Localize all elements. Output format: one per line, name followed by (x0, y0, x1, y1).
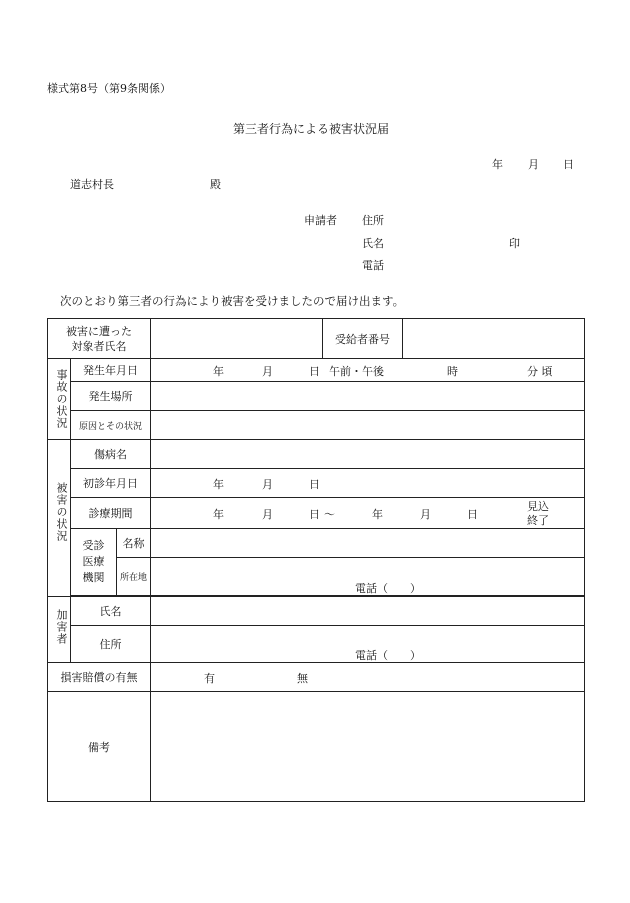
beneficiary-number-field[interactable] (403, 319, 585, 359)
occ-day: 日 (309, 365, 321, 378)
treatment-period-label: 診療期間 (71, 498, 151, 529)
occurrence-place-field[interactable] (151, 382, 585, 411)
applicant-address-label: 住所 (362, 214, 384, 227)
applicant-label: 申請者 (304, 214, 337, 227)
first-visit-label: 初診年月日 (71, 469, 151, 498)
date-year-label: 年 (492, 158, 503, 171)
form-title: 第三者行為による被害状況届 (233, 122, 390, 136)
addressee: 道志村長 (70, 178, 114, 191)
tp-ended: 終了 (527, 514, 550, 527)
compensation-label: 損害賠償の有無 (48, 663, 151, 692)
tp-end-day: 日 (467, 508, 479, 521)
tp-tilde: 〜 (324, 508, 336, 521)
damage-report-table (47, 318, 585, 802)
tp-end-month: 月 (420, 508, 432, 521)
cause-label: 原因とその状況 (71, 411, 151, 440)
clinic-location-label: 所在地 (117, 558, 151, 596)
perpetrator-section-cell (48, 597, 71, 663)
accident-section-cell (48, 359, 71, 440)
occ-month: 月 (262, 365, 274, 378)
occ-hour: 時 (447, 365, 459, 378)
clinic-name-field[interactable] (151, 529, 585, 558)
remarks-label: 備考 (48, 692, 151, 802)
perp-phone: 電話（ ） (355, 649, 422, 662)
clinic-phone: 電話（ ） (355, 582, 422, 595)
tp-start-day: 日 (309, 508, 321, 521)
damage-section-label: 被害の状況 (55, 482, 68, 542)
occ-minute: 分 頃 (527, 365, 553, 378)
treatment-period-field[interactable] (151, 498, 585, 529)
form-number: 様式第8号（第9条関係） (47, 82, 171, 95)
compensation-yes[interactable]: 有 (204, 672, 216, 685)
clinic-location-field[interactable] (151, 558, 585, 596)
clinic-name-label: 名称 (117, 529, 151, 558)
injury-name-label: 傷病名 (71, 440, 151, 469)
accident-section-label: 事故の状況 (55, 369, 68, 429)
applicant-phone-label: 電話 (362, 259, 384, 272)
perp-name-label: 氏名 (71, 597, 151, 626)
compensation-field[interactable] (151, 663, 585, 692)
beneficiary-number-label: 受給者番号 (323, 319, 403, 359)
occ-am-pm: 午前・午後 (329, 365, 385, 378)
perp-name-field[interactable] (151, 597, 585, 626)
perp-address-label: 住所 (71, 626, 151, 663)
clinic-group-label: 受診 医療 機関 (82, 539, 105, 584)
victim-name-label-cell (48, 319, 151, 359)
tp-start-month: 月 (262, 508, 274, 521)
victim-name-label: 被害に遭った 対象者氏名 (66, 324, 132, 353)
tp-start-year: 年 (213, 508, 225, 521)
occurrence-datetime-label: 発生年月日 (71, 359, 151, 382)
damage-section-cell (48, 440, 71, 597)
tp-end-year: 年 (372, 508, 384, 521)
perp-address-field[interactable] (151, 626, 585, 663)
honorific: 殿 (210, 178, 221, 191)
occurrence-datetime-field[interactable] (151, 359, 585, 382)
victim-name-field[interactable] (151, 319, 323, 359)
cause-field[interactable] (151, 411, 585, 440)
intro-text: 次のとおり第三者の行為により被害を受けましたので届け出ます。 (60, 294, 405, 308)
compensation-no[interactable]: 無 (297, 672, 309, 685)
applicant-name-label: 氏名 (362, 237, 384, 250)
perpetrator-section-label: 加害者 (55, 609, 68, 645)
fv-day: 日 (309, 478, 321, 491)
tp-expected: 見込 (527, 500, 550, 513)
seal-label: 印 (509, 237, 520, 250)
injury-name-field[interactable] (151, 440, 585, 469)
date-day-label: 日 (563, 158, 574, 171)
date-month-label: 月 (528, 158, 539, 171)
clinic-group-cell (71, 529, 117, 596)
occurrence-place-label: 発生場所 (71, 382, 151, 411)
fv-year: 年 (213, 478, 225, 491)
first-visit-field[interactable] (151, 469, 585, 498)
fv-month: 月 (262, 478, 274, 491)
occ-year: 年 (213, 365, 225, 378)
remarks-field[interactable] (151, 692, 585, 802)
